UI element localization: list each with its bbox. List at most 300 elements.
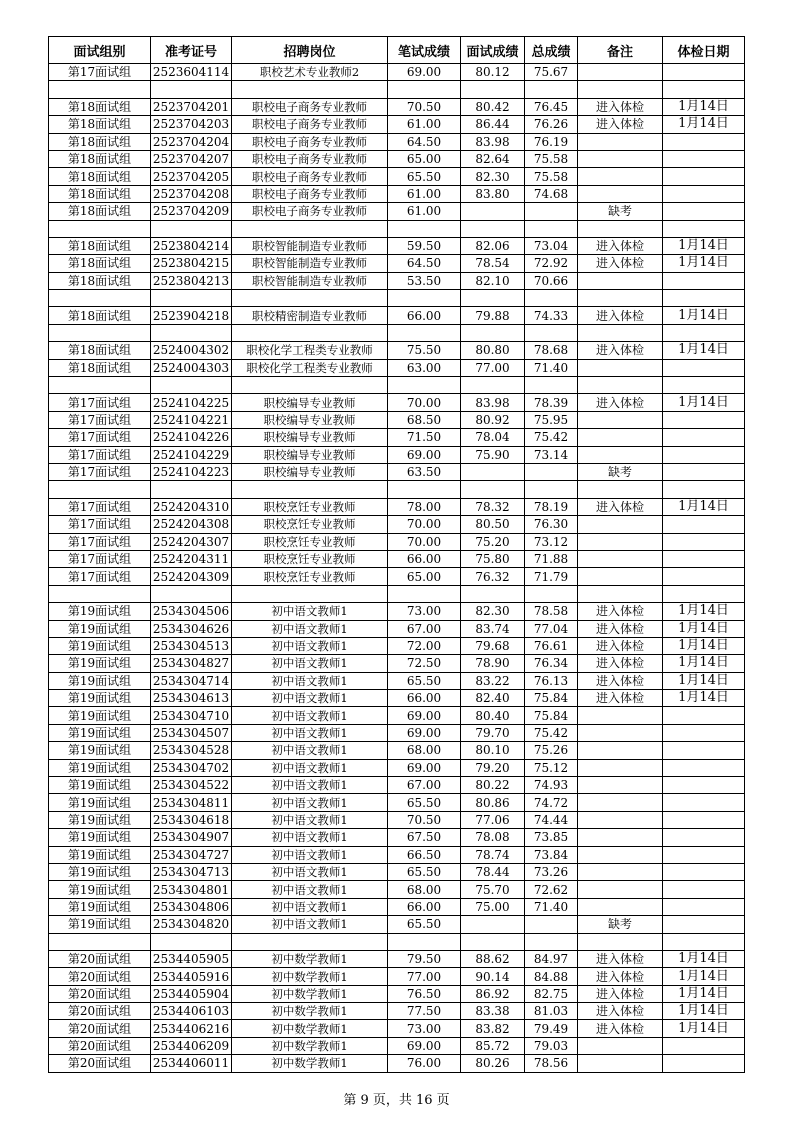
- cell-group: 第17面试组: [49, 394, 151, 411]
- spacer-cell: [461, 377, 525, 394]
- cell-total: 75.58: [525, 168, 578, 185]
- cell-position: 初中数学教师1: [232, 985, 388, 1002]
- cell-remark: [578, 150, 663, 167]
- cell-written: 65.50: [388, 794, 461, 811]
- spacer-row: [49, 585, 745, 602]
- cell-position: 初中语文教师1: [232, 690, 388, 707]
- cell-interview: 83.38: [461, 1003, 525, 1020]
- cell-exam-id: 2534304618: [151, 811, 232, 828]
- cell-date: [663, 463, 745, 480]
- cell-total: 73.12: [525, 533, 578, 550]
- cell-written: 70.50: [388, 811, 461, 828]
- table-row: [49, 968, 745, 985]
- table-row: [49, 533, 745, 550]
- spacer-cell: [388, 81, 461, 98]
- cell-date: [663, 533, 745, 550]
- cell-exam-id: 2534304714: [151, 672, 232, 689]
- cell-date: 1月14日: [663, 237, 745, 254]
- spacer-cell: [388, 290, 461, 307]
- header-written-score: 笔试成绩: [388, 37, 461, 64]
- table-row: [49, 620, 745, 637]
- cell-total: 74.44: [525, 811, 578, 828]
- spacer-cell: [151, 220, 232, 237]
- cell-date: [663, 150, 745, 167]
- cell-remark: 进入体检: [578, 98, 663, 115]
- spacer-row: [49, 290, 745, 307]
- cell-remark: [578, 64, 663, 81]
- spacer-cell: [388, 377, 461, 394]
- cell-exam-id: 2524104226: [151, 429, 232, 446]
- cell-written: 73.00: [388, 1020, 461, 1037]
- cell-exam-id: 2534304522: [151, 777, 232, 794]
- cell-date: [663, 898, 745, 915]
- cell-written: 73.00: [388, 603, 461, 620]
- cell-written: 79.50: [388, 950, 461, 967]
- cell-group: 第18面试组: [49, 133, 151, 150]
- cell-remark: [578, 168, 663, 185]
- cell-position: 初中语文教师1: [232, 603, 388, 620]
- cell-written: 66.50: [388, 846, 461, 863]
- cell-exam-id: 2523804215: [151, 255, 232, 272]
- header-total-score: 总成绩: [525, 37, 578, 64]
- spacer-cell: [578, 933, 663, 950]
- cell-total: [525, 463, 578, 480]
- cell-written: 61.00: [388, 185, 461, 202]
- cell-total: 81.03: [525, 1003, 578, 1020]
- cell-written: 70.00: [388, 394, 461, 411]
- cell-position: 职校烹饪专业教师: [232, 568, 388, 585]
- cell-remark: [578, 550, 663, 567]
- cell-remark: 进入体检: [578, 342, 663, 359]
- table-row: [49, 394, 745, 411]
- cell-exam-id: 2534304528: [151, 742, 232, 759]
- spacer-cell: [49, 220, 151, 237]
- spacer-cell: [525, 81, 578, 98]
- cell-written: 65.50: [388, 916, 461, 933]
- table-row: [49, 133, 745, 150]
- cell-remark: [578, 829, 663, 846]
- cell-written: 69.00: [388, 446, 461, 463]
- spacer-row: [49, 481, 745, 498]
- cell-written: 69.00: [388, 759, 461, 776]
- header-exam-id: 准考证号: [151, 37, 232, 64]
- cell-total: 74.93: [525, 777, 578, 794]
- cell-interview: 75.70: [461, 881, 525, 898]
- cell-position: 职校电子商务专业教师: [232, 168, 388, 185]
- spacer-cell: [151, 377, 232, 394]
- cell-interview: 80.42: [461, 98, 525, 115]
- cell-group: 第18面试组: [49, 237, 151, 254]
- cell-exam-id: 2524104229: [151, 446, 232, 463]
- cell-interview: 79.88: [461, 307, 525, 324]
- cell-total: 73.04: [525, 237, 578, 254]
- cell-total: 75.42: [525, 429, 578, 446]
- cell-exam-id: 2534405905: [151, 950, 232, 967]
- cell-position: 初中数学教师1: [232, 950, 388, 967]
- table-row: [49, 724, 745, 741]
- table-row: [49, 777, 745, 794]
- cell-total: 79.03: [525, 1037, 578, 1054]
- cell-interview: 85.72: [461, 1037, 525, 1054]
- cell-remark: 进入体检: [578, 690, 663, 707]
- cell-exam-id: 2534304626: [151, 620, 232, 637]
- cell-interview: 78.90: [461, 655, 525, 672]
- cell-total: 72.92: [525, 255, 578, 272]
- cell-interview: 86.44: [461, 116, 525, 133]
- cell-date: [663, 881, 745, 898]
- cell-total: 74.68: [525, 185, 578, 202]
- cell-written: 77.50: [388, 1003, 461, 1020]
- cell-interview: 78.54: [461, 255, 525, 272]
- cell-group: 第18面试组: [49, 342, 151, 359]
- cell-date: [663, 1037, 745, 1054]
- table-row: [49, 272, 745, 289]
- cell-date: 1月14日: [663, 255, 745, 272]
- header-exam-date: 体检日期: [663, 37, 745, 64]
- cell-group: 第18面试组: [49, 185, 151, 202]
- cell-position: 职校烹饪专业教师: [232, 550, 388, 567]
- cell-total: 74.33: [525, 307, 578, 324]
- cell-remark: [578, 794, 663, 811]
- cell-total: 75.26: [525, 742, 578, 759]
- cell-remark: [578, 863, 663, 880]
- cell-remark: 进入体检: [578, 307, 663, 324]
- cell-date: 1月14日: [663, 1003, 745, 1020]
- cell-group: 第19面试组: [49, 898, 151, 915]
- cell-written: 67.00: [388, 620, 461, 637]
- cell-position: 初中语文教师1: [232, 724, 388, 741]
- cell-date: [663, 707, 745, 724]
- cell-exam-id: 2534304806: [151, 898, 232, 915]
- cell-date: [663, 550, 745, 567]
- cell-interview: 80.22: [461, 777, 525, 794]
- cell-total: 82.75: [525, 985, 578, 1002]
- cell-interview: 82.64: [461, 150, 525, 167]
- spacer-cell: [388, 324, 461, 341]
- spacer-cell: [525, 290, 578, 307]
- cell-interview: 77.06: [461, 811, 525, 828]
- cell-written: 66.00: [388, 307, 461, 324]
- cell-position: 初中语文教师1: [232, 829, 388, 846]
- cell-exam-id: 2534304907: [151, 829, 232, 846]
- cell-remark: 进入体检: [578, 394, 663, 411]
- cell-remark: [578, 898, 663, 915]
- spacer-cell: [525, 585, 578, 602]
- spacer-cell: [525, 481, 578, 498]
- cell-exam-id: 2534304702: [151, 759, 232, 776]
- cell-exam-id: 2524104223: [151, 463, 232, 480]
- cell-remark: 进入体检: [578, 637, 663, 654]
- cell-group: 第18面试组: [49, 272, 151, 289]
- cell-position: 初中语文教师1: [232, 898, 388, 915]
- spacer-cell: [578, 81, 663, 98]
- table-row: [49, 237, 745, 254]
- cell-written: 70.00: [388, 516, 461, 533]
- cell-total: 78.39: [525, 394, 578, 411]
- cell-interview: 75.80: [461, 550, 525, 567]
- cell-date: 1月14日: [663, 116, 745, 133]
- spacer-cell: [663, 933, 745, 950]
- table-row: [49, 307, 745, 324]
- cell-exam-id: 2534304713: [151, 863, 232, 880]
- cell-position: 初中语文教师1: [232, 620, 388, 637]
- cell-position: 职校电子商务专业教师: [232, 185, 388, 202]
- cell-date: 1月14日: [663, 620, 745, 637]
- cell-date: [663, 811, 745, 828]
- spacer-row: [49, 377, 745, 394]
- spacer-row: [49, 933, 745, 950]
- spacer-cell: [232, 481, 388, 498]
- cell-position: 职校电子商务专业教师: [232, 150, 388, 167]
- cell-exam-id: 2534405904: [151, 985, 232, 1002]
- cell-group: 第20面试组: [49, 1055, 151, 1072]
- cell-exam-id: 2524204310: [151, 498, 232, 515]
- cell-total: 75.84: [525, 707, 578, 724]
- table-row: [49, 829, 745, 846]
- cell-exam-id: 2534406011: [151, 1055, 232, 1072]
- cell-position: 职校智能制造专业教师: [232, 237, 388, 254]
- spacer-cell: [151, 481, 232, 498]
- cell-group: 第18面试组: [49, 203, 151, 220]
- cell-position: 初中语文教师1: [232, 759, 388, 776]
- cell-group: 第19面试组: [49, 811, 151, 828]
- cell-written: 64.50: [388, 255, 461, 272]
- cell-interview: 90.14: [461, 968, 525, 985]
- cell-position: 职校智能制造专业教师: [232, 272, 388, 289]
- table-row: [49, 811, 745, 828]
- cell-written: 77.00: [388, 968, 461, 985]
- cell-exam-id: 2534304727: [151, 846, 232, 863]
- spacer-cell: [151, 324, 232, 341]
- cell-remark: [578, 777, 663, 794]
- spacer-cell: [578, 377, 663, 394]
- table-row: [49, 359, 745, 376]
- cell-position: 职校电子商务专业教师: [232, 98, 388, 115]
- cell-group: 第18面试组: [49, 168, 151, 185]
- cell-remark: [578, 742, 663, 759]
- cell-written: 61.00: [388, 203, 461, 220]
- cell-remark: [578, 707, 663, 724]
- cell-written: 66.00: [388, 898, 461, 915]
- cell-written: 64.50: [388, 133, 461, 150]
- cell-written: 67.50: [388, 829, 461, 846]
- spacer-cell: [388, 585, 461, 602]
- cell-interview: 79.68: [461, 637, 525, 654]
- table-row: [49, 846, 745, 863]
- cell-exam-id: 2534406209: [151, 1037, 232, 1054]
- cell-written: 63.00: [388, 359, 461, 376]
- cell-position: 初中数学教师1: [232, 1037, 388, 1054]
- cell-exam-id: 2523804213: [151, 272, 232, 289]
- cell-position: 初中数学教师1: [232, 1003, 388, 1020]
- spacer-cell: [461, 585, 525, 602]
- cell-date: [663, 516, 745, 533]
- cell-interview: 83.82: [461, 1020, 525, 1037]
- cell-date: 1月14日: [663, 672, 745, 689]
- spacer-cell: [461, 220, 525, 237]
- cell-interview: 83.80: [461, 185, 525, 202]
- spacer-cell: [232, 585, 388, 602]
- cell-remark: 进入体检: [578, 620, 663, 637]
- cell-group: 第17面试组: [49, 429, 151, 446]
- cell-interview: 75.90: [461, 446, 525, 463]
- cell-written: 69.00: [388, 724, 461, 741]
- cell-total: 75.12: [525, 759, 578, 776]
- cell-remark: [578, 724, 663, 741]
- cell-total: 72.62: [525, 881, 578, 898]
- cell-date: [663, 429, 745, 446]
- cell-total: 78.68: [525, 342, 578, 359]
- cell-exam-id: 2534304801: [151, 881, 232, 898]
- cell-total: 76.30: [525, 516, 578, 533]
- cell-remark: 进入体检: [578, 498, 663, 515]
- cell-date: [663, 64, 745, 81]
- cell-interview: [461, 463, 525, 480]
- cell-written: 69.00: [388, 707, 461, 724]
- cell-interview: 78.08: [461, 829, 525, 846]
- cell-date: [663, 185, 745, 202]
- spacer-cell: [663, 81, 745, 98]
- cell-interview: 78.74: [461, 846, 525, 863]
- cell-position: 职校编导专业教师: [232, 394, 388, 411]
- cell-date: 1月14日: [663, 98, 745, 115]
- cell-date: [663, 916, 745, 933]
- cell-group: 第19面试组: [49, 672, 151, 689]
- cell-date: [663, 133, 745, 150]
- cell-position: 初中语文教师1: [232, 707, 388, 724]
- table-body: [49, 64, 745, 1073]
- table-row: [49, 950, 745, 967]
- cell-group: 第19面试组: [49, 690, 151, 707]
- cell-date: [663, 846, 745, 863]
- cell-remark: 缺考: [578, 203, 663, 220]
- cell-date: [663, 411, 745, 428]
- cell-exam-id: 2523704208: [151, 185, 232, 202]
- cell-exam-id: 2524204307: [151, 533, 232, 550]
- cell-group: 第20面试组: [49, 1020, 151, 1037]
- cell-exam-id: 2534304506: [151, 603, 232, 620]
- cell-exam-id: 2524204309: [151, 568, 232, 585]
- cell-exam-id: 2534304613: [151, 690, 232, 707]
- cell-date: 1月14日: [663, 690, 745, 707]
- cell-remark: [578, 411, 663, 428]
- cell-group: 第18面试组: [49, 150, 151, 167]
- table-row: [49, 881, 745, 898]
- cell-date: 1月14日: [663, 307, 745, 324]
- cell-remark: 进入体检: [578, 255, 663, 272]
- cell-written: 70.50: [388, 98, 461, 115]
- cell-written: 69.00: [388, 1037, 461, 1054]
- spacer-cell: [578, 290, 663, 307]
- cell-date: [663, 168, 745, 185]
- cell-interview: 82.40: [461, 690, 525, 707]
- cell-remark: 进入体检: [578, 237, 663, 254]
- cell-total: [525, 203, 578, 220]
- cell-written: 68.50: [388, 411, 461, 428]
- table-row: [49, 1037, 745, 1054]
- cell-group: 第19面试组: [49, 724, 151, 741]
- table-row: [49, 1020, 745, 1037]
- cell-exam-id: 2523704207: [151, 150, 232, 167]
- cell-remark: 进入体检: [578, 968, 663, 985]
- spacer-cell: [151, 290, 232, 307]
- cell-interview: [461, 203, 525, 220]
- cell-group: 第19面试组: [49, 742, 151, 759]
- table-row: [49, 916, 745, 933]
- cell-exam-id: 2523704205: [151, 168, 232, 185]
- spacer-cell: [578, 324, 663, 341]
- cell-total: 78.19: [525, 498, 578, 515]
- cell-interview: 75.00: [461, 898, 525, 915]
- cell-position: 初中语文教师1: [232, 655, 388, 672]
- cell-group: 第17面试组: [49, 550, 151, 567]
- cell-remark: 缺考: [578, 916, 663, 933]
- cell-group: 第19面试组: [49, 777, 151, 794]
- cell-total: 84.88: [525, 968, 578, 985]
- cell-written: 65.50: [388, 672, 461, 689]
- cell-written: 76.00: [388, 1055, 461, 1072]
- cell-interview: 83.98: [461, 133, 525, 150]
- cell-position: 职校电子商务专业教师: [232, 116, 388, 133]
- cell-group: 第17面试组: [49, 64, 151, 81]
- cell-exam-id: 2534304507: [151, 724, 232, 741]
- cell-interview: 80.40: [461, 707, 525, 724]
- cell-position: 职校编导专业教师: [232, 411, 388, 428]
- cell-remark: 进入体检: [578, 1003, 663, 1020]
- cell-interview: 80.80: [461, 342, 525, 359]
- cell-group: 第18面试组: [49, 307, 151, 324]
- spacer-cell: [151, 585, 232, 602]
- cell-position: 职校化学工程类专业教师: [232, 359, 388, 376]
- cell-total: 73.14: [525, 446, 578, 463]
- cell-written: 76.50: [388, 985, 461, 1002]
- cell-remark: [578, 811, 663, 828]
- table-row: [49, 116, 745, 133]
- cell-exam-id: 2523704209: [151, 203, 232, 220]
- cell-written: 66.00: [388, 550, 461, 567]
- spacer-cell: [663, 377, 745, 394]
- cell-position: 初中语文教师1: [232, 846, 388, 863]
- cell-position: 初中语文教师1: [232, 881, 388, 898]
- cell-remark: 进入体检: [578, 672, 663, 689]
- cell-written: 65.50: [388, 168, 461, 185]
- cell-written: 68.00: [388, 742, 461, 759]
- cell-remark: [578, 1037, 663, 1054]
- cell-date: 1月14日: [663, 498, 745, 515]
- cell-position: 职校编导专业教师: [232, 429, 388, 446]
- cell-total: 76.26: [525, 116, 578, 133]
- cell-total: 71.40: [525, 359, 578, 376]
- cell-group: 第18面试组: [49, 98, 151, 115]
- cell-written: 63.50: [388, 463, 461, 480]
- spacer-cell: [151, 81, 232, 98]
- spacer-cell: [663, 324, 745, 341]
- cell-position: 初中语文教师1: [232, 916, 388, 933]
- cell-date: 1月14日: [663, 342, 745, 359]
- cell-written: 72.50: [388, 655, 461, 672]
- cell-total: 76.45: [525, 98, 578, 115]
- cell-exam-id: 2523704201: [151, 98, 232, 115]
- cell-date: 1月14日: [663, 603, 745, 620]
- spacer-cell: [232, 377, 388, 394]
- cell-position: 初中语文教师1: [232, 777, 388, 794]
- cell-date: [663, 794, 745, 811]
- table-row: [49, 568, 745, 585]
- cell-exam-id: 2534304827: [151, 655, 232, 672]
- cell-exam-id: 2524204308: [151, 516, 232, 533]
- cell-total: 73.85: [525, 829, 578, 846]
- cell-exam-id: 2523604114: [151, 64, 232, 81]
